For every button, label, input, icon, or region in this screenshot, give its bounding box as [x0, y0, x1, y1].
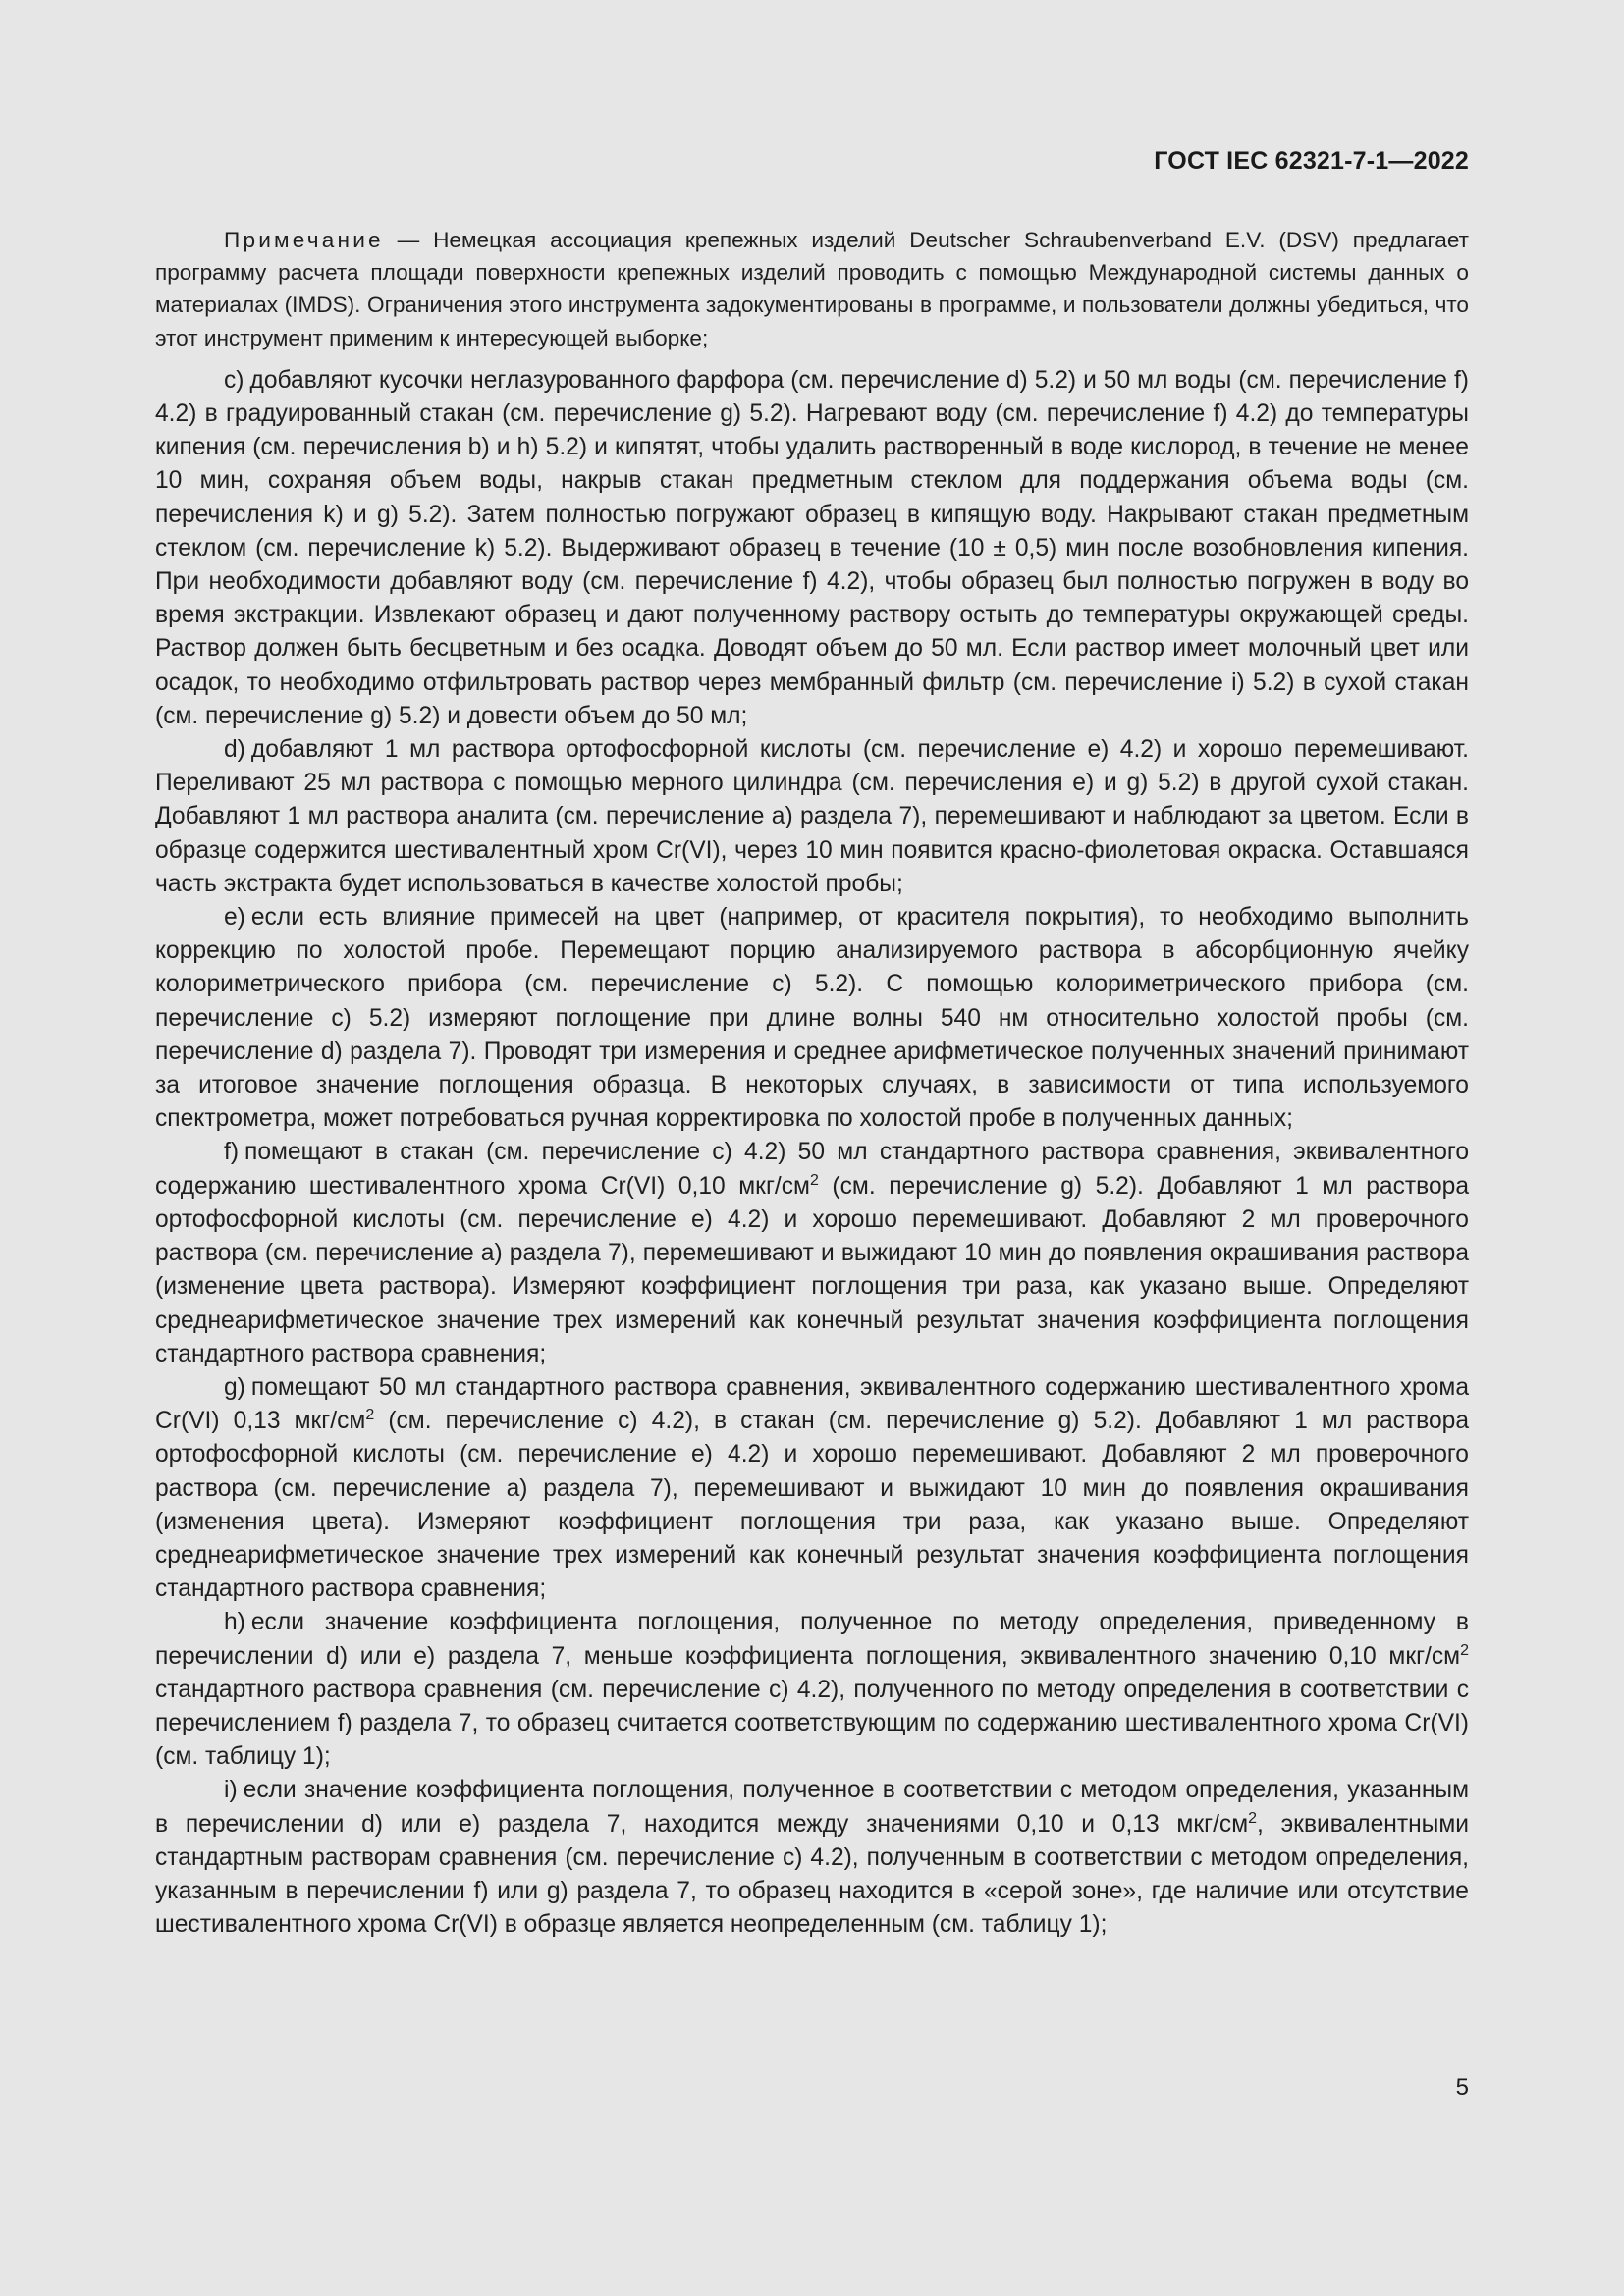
list-item-i	[155, 1774, 1469, 1942]
list-item-text: добавляют кусочки неглазурованного фарфора (см. перечисление d) 5.2) и 50 мл воды (см. перечисление f) 4.2) в градуированный стакан (см. перечисление g) 5.2). Нагревают воду (см. перечисление f) 4.2) до температуры кипения (см. перечисления b) и h) 5.2) и кипятят, чтобы удалить растворенный в воде кислород, в течение не менее 10 мин, сохраняя объем воды, накрыв стакан предметным стеклом для поддержания объема воды (см. перечисления k) и g) 5.2). Затем полностью погружают образец в кипящую воду. Накрывают стакан предметным стеклом (см. перечисление k) 5.2). Выдерживают образец в течение (10 ± 0,5) мин после возобновления кипения. При необходимости добавляют воду (см. перечисление f) 4.2), чтобы образец был полностью погружен в воду во время экстракции. Извлекают образец и дают полученному раствору остыть до температуры окружающей среды. Раствор должен быть бесцветным и без осадка. Доводят объем до 50 мл. Если раствор имеет молочный цвет или осадок, то необходимо отфильтровать раствор через мембранный фильтр (см. перечисление i) 5.2) в сухой стакан (см. перечисление g) 5.2) и довести объем до 50 мл;	[155, 366, 1469, 729]
list-item-text: если значение коэффициента поглощения, полученное в соответствии с методом определения, указанным в перечислении d) или e) раздела 7, находится между значениями 0,10 и 0,13 мкг/см	[155, 1777, 1469, 1838]
list-item-c	[155, 364, 1469, 733]
list-item-d	[155, 733, 1469, 901]
list-item-label: h)	[224, 1609, 245, 1636]
document-body	[155, 224, 1469, 1942]
list-item-label: e)	[224, 904, 245, 932]
list-item-label: c)	[224, 366, 244, 394]
note-label: Примечание	[224, 228, 384, 252]
page-number: 5	[1455, 2074, 1469, 2101]
superscript: 2	[365, 1407, 375, 1424]
list-item-g	[155, 1371, 1469, 1606]
list-item-text: помещают 50 мл стандартного раствора сравнения, эквивалентного содержанию шестивалентного хрома Cr(VI) 0,13 мкг/см	[155, 1373, 1469, 1435]
list-item-text: если есть влияние примесей на цвет (например, от красителя покрытия), то необходимо выполнить коррекцию по холостой пробе. Перемещают порцию анализируемого раствора в абсорбционную ячейку колориметрического прибора (см. перечисление c) 5.2). С помощью колориметрического прибора (см. перечисление c) 5.2) измеряют поглощение при длине волны 540 нм относительно холостой пробы (см. перечисление d) раздела 7). Проводят три измерения и среднее арифметическое полученных значений принимают за итоговое значение поглощения образца. В некоторых случаях, в зависимости от типа используемого спектрометра, может потребоваться ручная корректировка по холостой пробе в полученных данных;	[155, 904, 1469, 1133]
list-item-f	[155, 1136, 1469, 1370]
list-item-text: помещают в стакан (см. перечисление c) 4.2) 50 мл стандартного раствора сравнения, эквивалентного содержанию шестивалентного хрома Cr(VI) 0,10 мкг/см	[155, 1139, 1469, 1200]
superscript: 2	[1460, 1641, 1469, 1659]
list-item-label: i)	[224, 1777, 238, 1804]
list-item-text: если значение коэффициента поглощения, полученное по методу определения, приведенному в перечислении d) или e) раздела 7, меньше коэффициента поглощения, эквивалентного значению 0,10 мкг/см	[155, 1609, 1469, 1670]
list-item-label: f)	[224, 1139, 240, 1166]
superscript: 2	[809, 1171, 819, 1189]
list-item-label: g)	[224, 1373, 245, 1401]
list-item-text-continued: стандартного раствора сравнения (см. перечисление c) 4.2), полученного по методу определения в соответствии с перечислением f) раздела 7, то образец считается соответствующим по содержанию шестивалентного хрома Cr(VI) (см. таблицу 1);	[155, 1676, 1469, 1771]
document-code-header: ГОСТ IEC 62321-7-1—2022	[1154, 147, 1469, 175]
list-item-text-continued: (см. перечисление g) 5.2). Добавляют 1 мл раствора ортофосфорной кислоты (см. перечисление e) 4.2) и хорошо перемешивают. Добавляют 2 мл проверочного раствора (см. перечисление a) раздела 7), перемешивают и выжидают 10 мин до появления окрашивания раствора (изменение цвета раствора). Измеряют коэффициент поглощения три раза, как указано выше. Определяют среднеарифметическое значение трех измерений как конечный результат значения коэффициента поглощения стандартного раствора сравнения;	[155, 1172, 1469, 1367]
list-item-e	[155, 901, 1469, 1136]
superscript: 2	[1248, 1809, 1258, 1827]
list-item-h	[155, 1606, 1469, 1774]
list-item-text: добавляют 1 мл раствора ортофосфорной кислоты (см. перечисление e) 4.2) и хорошо перемешивают. Переливают 25 мл раствора с помощью мерного цилиндра (см. перечисления e) и g) 5.2) в другой сухой стакан. Добавляют 1 мл раствора аналита (см. перечисление a) раздела 7), перемешивают и наблюдают за цветом. Если в образце содержится шестивалентный хром Cr(VI), через 10 мин появится красно-фиолетовая окраска. Оставшаяся часть экстракта будет использоваться в качестве холостой пробы;	[155, 736, 1469, 897]
note-text: — Немецкая ассоциация крепежных изделий Deutscher Schraubenverband E.V. (DSV) предлагает программу расчета площади поверхности крепежных изделий проводить с помощью Международной системы данных о материалах (IMDS). Ограничения этого инструмента задокументированы в программе, и пользователи должны убедиться, что этот инструмент применим к интересующей выборке;	[155, 228, 1469, 350]
note-paragraph	[155, 224, 1469, 354]
list-item-text-continued: , эквивалентными стандартным растворам сравнения (см. перечисление c) 4.2), полученным в соответствии с методом определения, указанным в перечислении f) или g) раздела 7, то образец находится в «серой зоне», где наличие или отсутствие шестивалентного хрома Cr(VI) в образце является неопределенным (см. таблицу 1);	[155, 1810, 1469, 1939]
list-item-text-continued: (см. перечисление c) 4.2), в стакан (см. перечисление g) 5.2). Добавляют 1 мл раствора ортофосфорной кислоты (см. перечисление e) 4.2) и хорошо перемешивают. Добавляют 2 мл проверочного раствора (см. перечисление a) раздела 7), перемешивают и выжидают 10 мин до появления окрашивания (изменения цвета). Измеряют коэффициент поглощения три раза, как указано выше. Определяют среднеарифметическое значение трех измерений как конечный результат значения коэффициента поглощения стандартного раствора сравнения;	[155, 1408, 1470, 1603]
list-item-label: d)	[224, 736, 245, 764]
